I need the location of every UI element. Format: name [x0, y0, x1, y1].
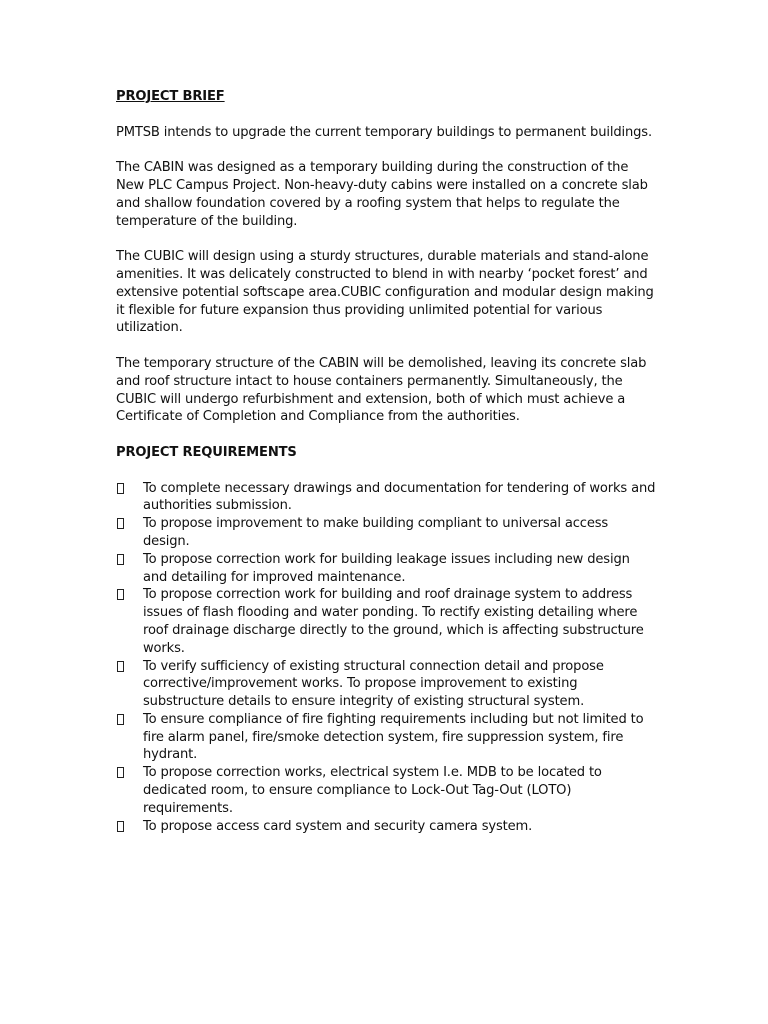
missing-glyph-bullet-icon: [117, 821, 124, 832]
list-item: [116, 551, 656, 587]
requirement-text: To propose correction work for building leakage issues including new design and detailing for improved maintenance.: [143, 551, 630, 585]
brief-paragraph-1: PMTSB intends to upgrade the current temporary buildings to permanent buildings.: [116, 124, 652, 140]
missing-glyph-bullet-icon: [117, 589, 124, 600]
document-content: [116, 88, 656, 835]
list-item: [116, 586, 656, 657]
missing-glyph-bullet-icon: [117, 714, 124, 725]
missing-glyph-bullet-icon: [117, 767, 124, 778]
list-item: [116, 818, 656, 836]
requirements-list: [116, 480, 656, 836]
requirement-text: To propose correction work for building and roof drainage system to address issues of flash flooding and water ponding. To rectify existing detailing where roof drainage discharge directly to the ground, which is affecting substructure works.: [143, 587, 644, 656]
requirement-text: To ensure compliance of fire fighting requirements including but not limited to fire alarm panel, fire/smoke detection system, fire suppression system, fire hydrant.: [143, 711, 644, 763]
requirement-text: To propose access card system and security camera system.: [143, 818, 533, 834]
brief-paragraph-3: The CUBIC will design using a sturdy structures, durable materials and stand-alone amenities. It was delicately constructed to blend in with nearby ‘pocket forest’ and extensive potential softscape area.CUBIC configuration and modular design making it flexible for future expansion thus providing unlimited potential for various utilization.: [116, 249, 654, 336]
list-item: [116, 515, 656, 551]
list-item: [116, 480, 656, 516]
list-item: [116, 658, 656, 711]
missing-glyph-bullet-icon: [117, 483, 124, 494]
list-item: [116, 711, 656, 764]
list-item: [116, 764, 656, 817]
requirement-text: To propose correction works, electrical system I.e. MDB to be located to dedicated room, to ensure compliance to Lock-Out Tag-Out (LOTO) requirements.: [143, 765, 602, 816]
missing-glyph-bullet-icon: [117, 518, 124, 529]
requirement-text: To propose improvement to make building compliant to universal access design.: [143, 516, 609, 549]
spacer: [116, 141, 656, 159]
requirement-text: To verify sufficiency of existing structural connection detail and propose corrective/improvement works. To propose improvement to existing substructure details to ensure integrity of existing structural system.: [143, 658, 604, 710]
brief-paragraph-2: The CABIN was designed as a temporary building during the construction of the New PLC Campus Project. Non-heavy-duty cabins were installed on a concrete slab and shallow foundation covered by a roofing system that helps to regulate the temperature of the building.: [116, 160, 648, 229]
spacer: [116, 106, 656, 124]
project-brief-heading: PROJECT BRIEF: [116, 89, 225, 104]
spacer: [116, 230, 656, 248]
brief-paragraph-4: The temporary structure of the CABIN will be demolished, leaving its concrete slab and roof structure intact to house containers permanently. Simultaneously, the CUBIC will undergo refurbishment and extension, both of which must achieve a Certificate of Completion and Compliance from the authorities.: [116, 355, 647, 425]
spacer: [116, 462, 656, 480]
spacer: [116, 426, 656, 444]
missing-glyph-bullet-icon: [117, 554, 124, 565]
spacer: [116, 337, 656, 355]
missing-glyph-bullet-icon: [117, 661, 124, 672]
project-requirements-heading: PROJECT REQUIREMENTS: [116, 444, 297, 460]
requirement-text: To complete necessary drawings and documentation for tendering of works and authorities submission.: [143, 480, 656, 514]
